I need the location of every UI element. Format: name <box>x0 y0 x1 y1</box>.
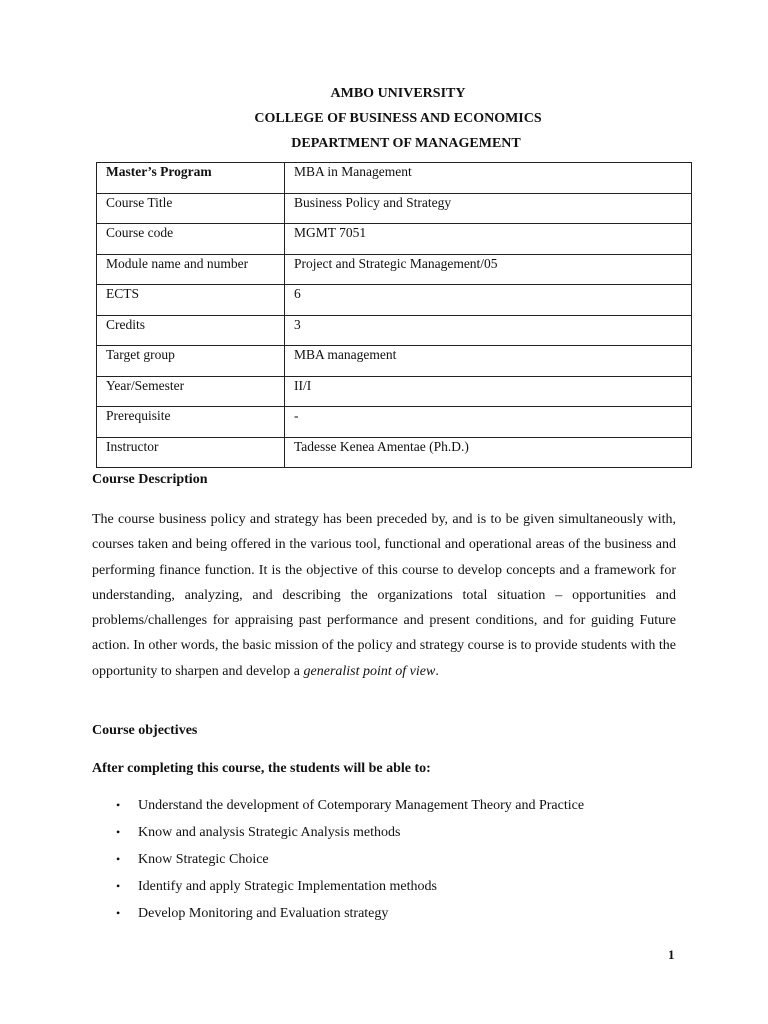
list-item-text: Identify and apply Strategic Implementation methods <box>138 879 437 894</box>
description-body: The course business policy and strategy has been preceded by, and is to be given simultaneously with, courses taken and being offered in the various tool, functional and operational areas of the business and performing finance function. It is the objective of this course to develop concepts and a framework for understanding, analyzing, and describing the organizations total situation – opportunities and problems/challenges for appraising past performance and present conditions, and for guiding Future action. In other words, the basic mission of the policy and strategy course is to provide students with the opportunity to sharpen and develop a <box>92 512 676 679</box>
table-row <box>97 407 692 438</box>
list-item <box>92 852 692 879</box>
list-item <box>92 825 692 852</box>
row-label: Year/Semester <box>97 376 285 407</box>
row-value: 3 <box>285 315 692 346</box>
row-label: Credits <box>97 315 285 346</box>
department-title: DEPARTMENT OF MANAGEMENT <box>291 136 521 151</box>
list-item-text: Know and analysis Strategic Analysis methods <box>138 825 401 840</box>
description-end: . <box>435 663 439 679</box>
table-row <box>97 376 692 407</box>
college-title: COLLEGE OF BUSINESS AND ECONOMICS <box>254 111 542 126</box>
list-item-text: Know Strategic Choice <box>138 852 269 867</box>
row-label: Course Title <box>97 193 285 224</box>
bullet-icon: • <box>116 906 121 920</box>
row-label: Instructor <box>97 437 285 468</box>
table-row <box>97 437 692 468</box>
table-row <box>97 315 692 346</box>
table-row <box>97 285 692 316</box>
bullet-icon: • <box>116 825 121 839</box>
row-label: Module name and number <box>97 254 285 285</box>
row-value: MGMT 7051 <box>285 224 692 255</box>
university-title: AMBO UNIVERSITY <box>330 86 466 101</box>
table-row <box>97 346 692 377</box>
objectives-list <box>92 798 692 933</box>
row-value: Tadesse Kenea Amentae (Ph.D.) <box>285 437 692 468</box>
table-row <box>97 163 692 194</box>
course-info-table <box>96 162 692 468</box>
bullet-icon: • <box>116 852 121 866</box>
objectives-intro: After completing this course, the students will be able to: <box>92 761 431 776</box>
row-label: Prerequisite <box>97 407 285 438</box>
row-value: - <box>285 407 692 438</box>
row-value: Business Policy and Strategy <box>285 193 692 224</box>
list-item-text: Develop Monitoring and Evaluation strategy <box>138 906 389 921</box>
bullet-icon: • <box>116 798 121 812</box>
row-label: ECTS <box>97 285 285 316</box>
row-value: MBA management <box>285 346 692 377</box>
list-item <box>92 879 692 906</box>
table-row <box>97 224 692 255</box>
table-row <box>97 254 692 285</box>
description-emphasis: generalist point of view <box>303 663 436 679</box>
bullet-icon: • <box>116 879 121 893</box>
course-description-text <box>92 507 676 684</box>
row-value: 6 <box>285 285 692 316</box>
row-label: Master’s Program <box>97 163 285 194</box>
list-item-text: Understand the development of Cotemporary Management Theory and Practice <box>138 798 585 813</box>
course-objectives-heading: Course objectives <box>92 723 198 738</box>
course-description-heading: Course Description <box>92 472 208 487</box>
row-value: Project and Strategic Management/05 <box>285 254 692 285</box>
page-number: 1 <box>668 947 675 962</box>
row-value: II/I <box>285 376 692 407</box>
row-label: Target group <box>97 346 285 377</box>
list-item <box>92 798 692 825</box>
row-value: MBA in Management <box>285 163 692 194</box>
row-label: Course code <box>97 224 285 255</box>
table-row <box>97 193 692 224</box>
list-item <box>92 906 692 933</box>
